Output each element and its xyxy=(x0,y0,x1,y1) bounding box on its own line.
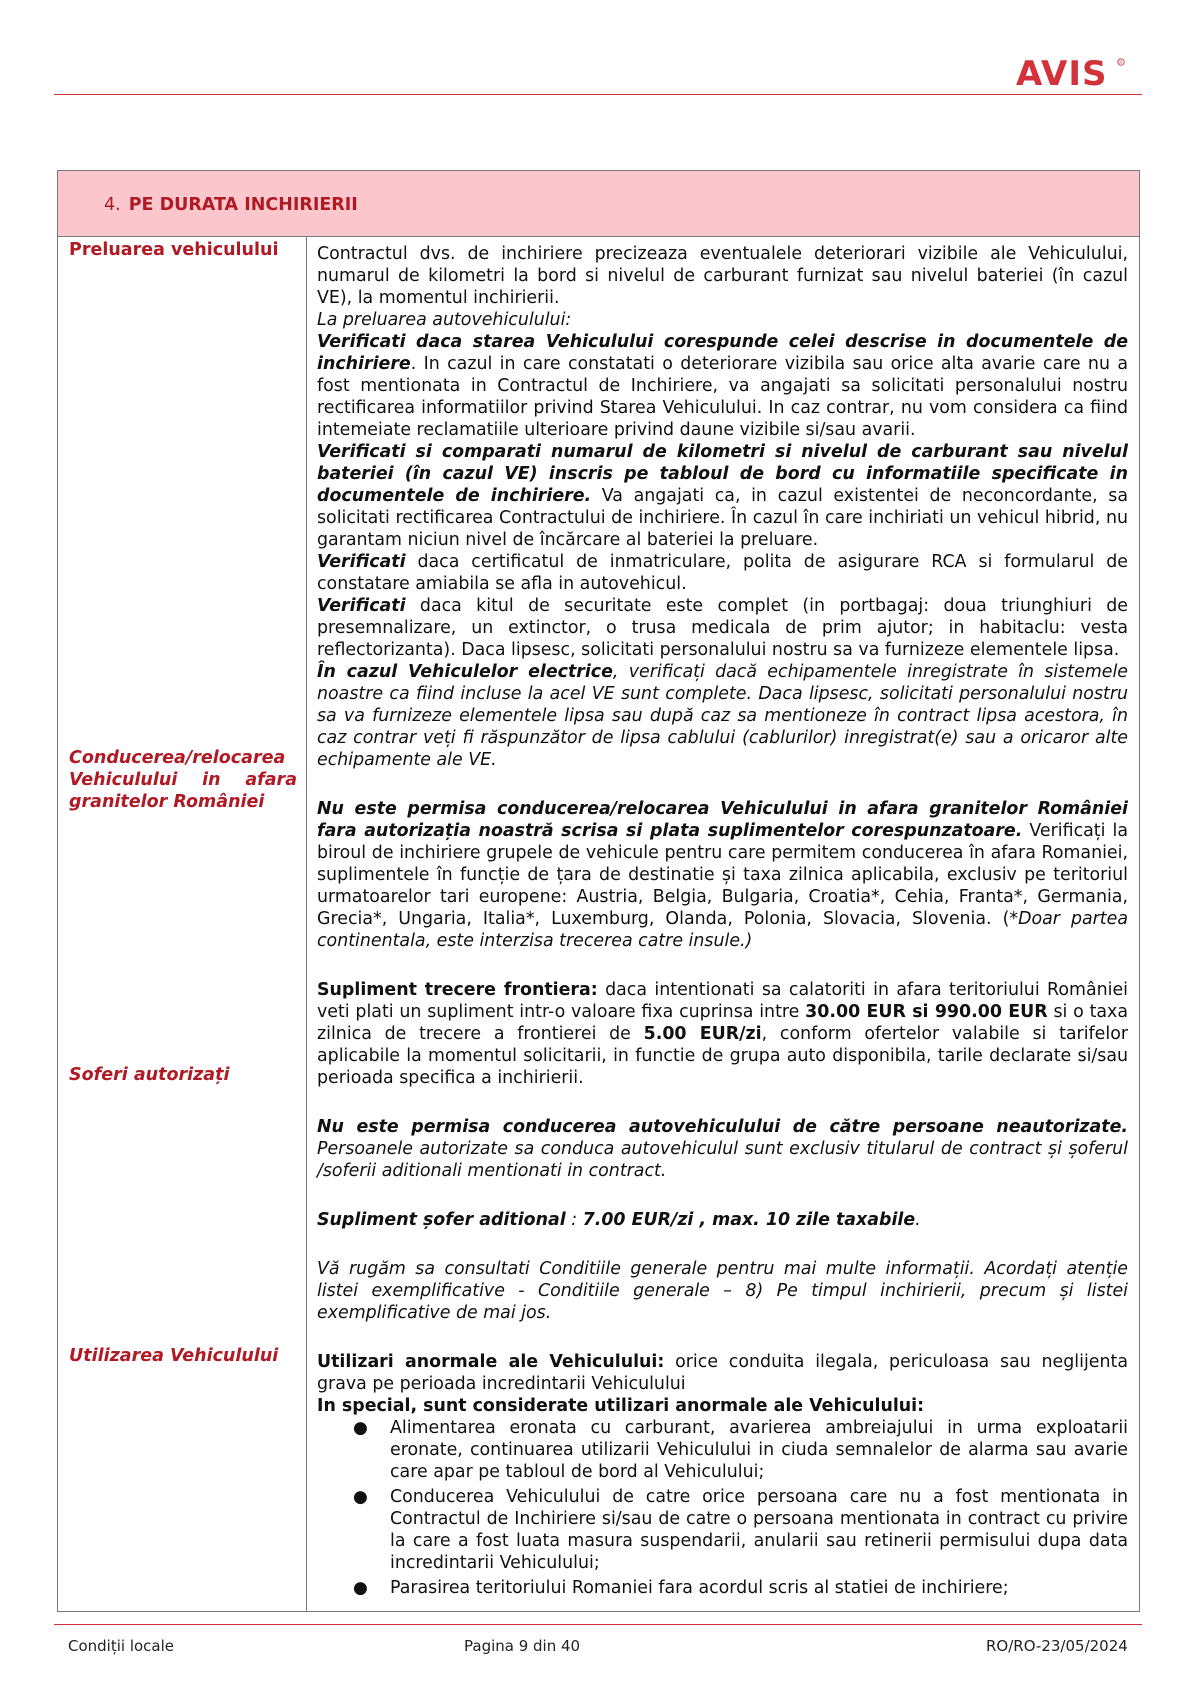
paragraph-supliment-frontiera: Supliment trecere frontiera: daca intentionati sa calatoriti in afara teritoriului României veti plati un supliment intr-o valoare fixa cuprinsa intre 30.00 EUR si 990.00 EUR si o taxa zilnica de trecere a frontierei de 5.00 EUR/zi, conform ofertelor valabile si tarifelor aplicabile la momentul solicitarii, in functie de grupa auto disponibila, tarile declarate si/sau perioada specifica a inchirierii. xyxy=(317,980,1128,1088)
section-content xyxy=(317,243,1128,1602)
label-conducerea: Conducerea/relocarea Vehiculului in afara granitelor României xyxy=(69,748,297,812)
section-title xyxy=(104,195,358,215)
paragraph-in-special: In special, sunt considerate utilizari anormale ale Vehiculului: xyxy=(317,1396,925,1416)
avis-logo xyxy=(1012,52,1132,96)
section-header-band xyxy=(58,171,1139,237)
paragraph-utilizari-anormale: Utilizari anormale ale Vehiculului: orice conduita ilegala, periculoasa sau neglijenta grava pe perioada incredintarii Vehiculului xyxy=(317,1352,1128,1394)
section-table xyxy=(57,170,1140,1612)
footer-document-name: Condiții locale xyxy=(68,1637,175,1655)
paragraph-verificare-acte: Verificati daca certificatul de inmatriculare, polita de asigurare RCA si formularul de constatare amiabila se afla in autovehicul. xyxy=(317,552,1128,594)
section-number: 4. xyxy=(104,195,121,215)
paragraph-verificare-km: Verificati si comparati numarul de kilometri si nivelul de carburant sau nivelul bateriei (în cazul VE) inscris pe tabloul de bord cu informatiile specificate in documentele de inchiriere. Va angajati ca, in cazul existentei de neconcordante, sa solicitati rectificarea Contractului de inchiriere. În cazul în care inchiriati un vehicul hibrid, nu garantam niciun nivel de încărcare al bateriei la preluare. xyxy=(317,442,1128,550)
paragraph-supliment-sofer: Supliment șofer aditional : 7.00 EUR/zi , max. 10 zile taxabile. xyxy=(317,1210,921,1230)
logo-text: AVIS xyxy=(1016,54,1108,94)
list-item: ● Parasirea teritoriului Romaniei fara acordul scris al statiei de inchiriere; xyxy=(353,1578,1009,1598)
label-soferi: Soferi autorizați xyxy=(69,1065,230,1085)
section-title-text: PE DURATA INCHIRIERII xyxy=(128,195,358,215)
paragraph-contract: Contractul dvs. de inchiriere precizeaza eventualele deteriorari vizibile ale Vehiculului, numarul de kilometri la bord si nivelul de carburant furnizat sau nivelul bateriei (în cazul VE), la momentul inchirierii. xyxy=(317,244,1128,308)
footer-page-number: Pagina 9 din 40 xyxy=(464,1637,581,1655)
list-item: ● Conducerea Vehiculului de catre orice persoana care nu a fost mentionata in Contractul de Inchiriere si/sau de catre o persoana mentionata in contract cu privire la care a fost luata masura suspendarii, anularii sau retinerii permisului dupa data incredintarii Vehiculului; xyxy=(353,1487,1128,1573)
footer-divider xyxy=(54,1624,1142,1625)
paragraph-verificare-stare: Verificati daca starea Vehiculului corespunde celei descrise in documentele de inchiriere. In cazul in care constatati o deteriorare vizibila sau orice alta avarie care nu a fost mentionata in Contractul de Inchiriere, va angajati sa solicitati personalului nostru rectificarea informatiilor privind Starea Vehiculului. In caz contrar, nu vom considera ca fiind intemeiate reclamatiile ulterioare privind daune vizibile si/sau avarii. xyxy=(317,332,1128,440)
bullet-icon: ● xyxy=(353,1418,368,1438)
paragraph-consultati-conditii: Vă rugăm sa consultati Conditiile generale pentru mai multe informații. Acordați atenție listei exemplificative - Conditiile generale – 8) Pe timpul inchirierii, precum și listei exemplificative de mai jos. xyxy=(317,1259,1128,1323)
label-utilizarea: Utilizarea Vehiculului xyxy=(69,1346,279,1366)
paragraph-persoane-neautorizate: Nu este permisa conducerea autovehiculului de către persoane neautorizate. Persoanele autorizate sa conduca autovehiculul sunt exclusiv titularul de contract și șoferul /soferii aditionali mentionati in contract. xyxy=(317,1117,1128,1181)
bullet-icon: ● xyxy=(353,1487,368,1507)
paragraph-verificare-kit: Verificati daca kitul de securitate este complet (in portbagaj: doua triunghiuri de presemnalizare, un extinctor, o trusa medicala de prim ajutor; in habitaclu: vesta reflectorizanta). Daca lipsesc, solicitati personalului nostru sa va furnizeze elementele lipsa. xyxy=(317,596,1128,660)
header-divider xyxy=(54,94,1142,95)
paragraph-vehicule-electrice: În cazul Vehiculelor electrice, verificați dacă echipamentele inregistrate în sistemele noastre ca fiind incluse la acel VE sunt complete. Daca lipsesc, solicitati personalului nostru sa va furnizeze elementele lipsa sau după caz sa mentioneze în contract lipsa acestora, în caz contrar veți fi răspunzător de lipsa cablului (cablurilor) inregistrat(e) sau a oricaror alte echipamente ale VE. xyxy=(317,662,1128,770)
bullet-icon: ● xyxy=(353,1578,368,1598)
paragraph-preluare-intro: La preluarea autovehiculului: xyxy=(317,310,572,330)
paragraph-conducere-afara: Nu este permisa conducerea/relocarea Vehiculului in afara granitelor României fara autorizația noastră scrisa si plata suplimentelor corespunzatoare. Verificați la biroul de inchiriere grupele de vehicule pentru care permitem conducerea în afara Romaniei, suplimentele în funcție de țara de destinatie și taxa zilnica aplicabila, exclusiv pe teritoriul urmatoarelor tari europene: Austria, Belgia, Bulgaria, Croatia*, Cehia, Franta*, Germania, Grecia*, Ungaria, Italia*, Luxemburg, Olanda, Polonia, Slovacia, Slovenia. (*Doar partea continentala, este interzisa trecerea catre insule.) xyxy=(317,799,1128,951)
svg-text:R: R xyxy=(1119,61,1123,66)
list-item: ● Alimentarea eronata cu carburant, avarierea ambreiajului in urma exploatarii eronate, continuarea utilizarii Vehiculului in ciuda semnalelor de alarma sau avarie care apar pe tabloul de bord al Vehiculului; xyxy=(353,1418,1128,1482)
footer-document-code: RO/RO-23/05/2024 xyxy=(986,1637,1128,1655)
bullet-list xyxy=(317,1417,1128,1599)
column-divider xyxy=(306,237,307,1611)
label-preluarea: Preluarea vehiculului xyxy=(69,240,279,260)
